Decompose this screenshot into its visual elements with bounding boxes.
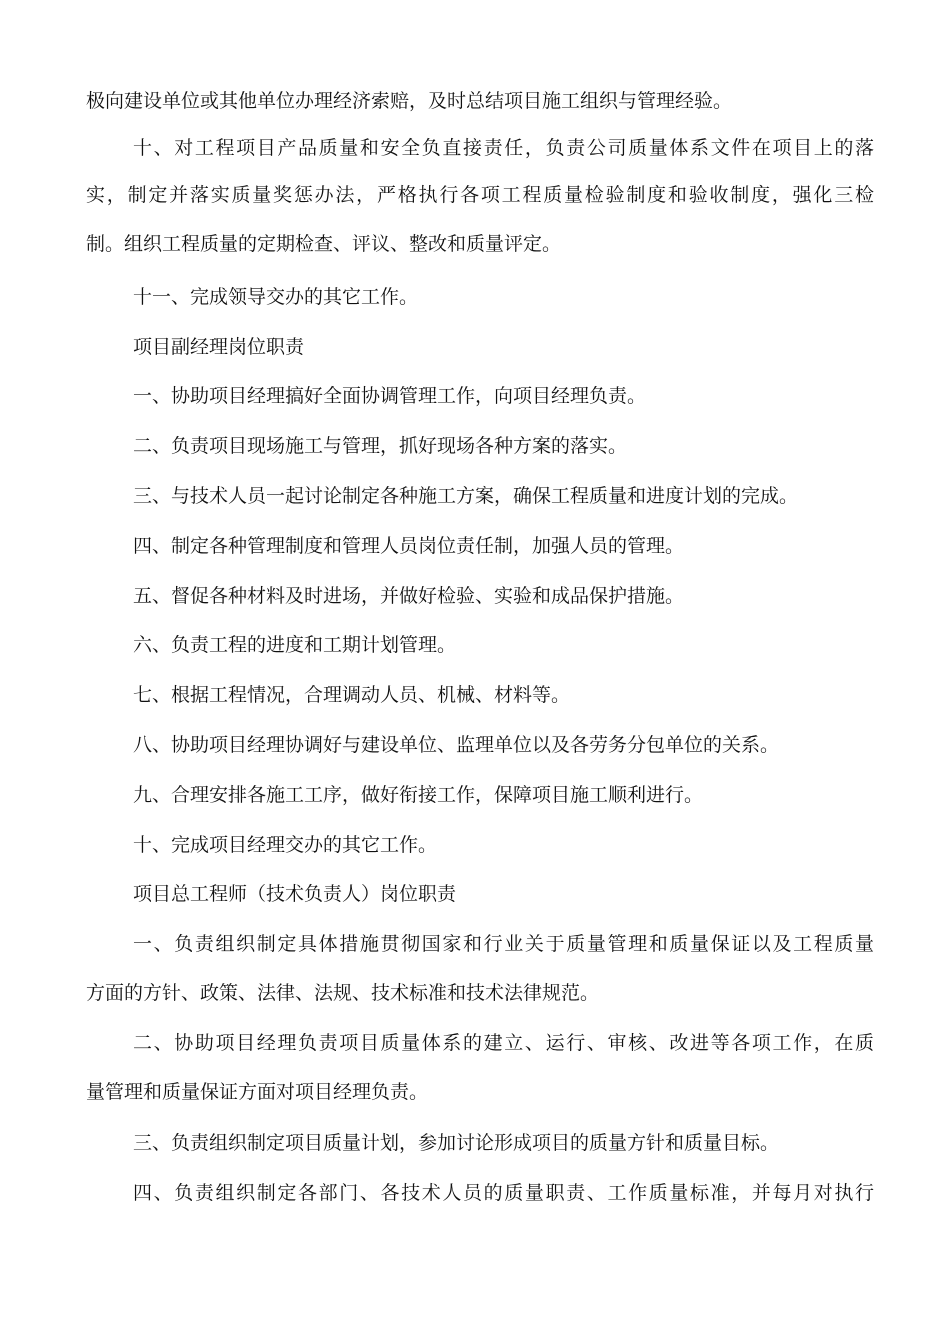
text-line-22: 三、负责组织制定项目质量计划，参加讨论形成项目的质量方针和质量目标。 bbox=[133, 1132, 780, 1154]
text-line-2: 十、对工程项目产品质量和安全负直接责任，负责公司质量体系文件在项目上的落 bbox=[133, 137, 874, 159]
text-line-10: 四、制定各种管理制度和管理人员岗位责任制，加强人员的管理。 bbox=[133, 535, 685, 557]
text-line-9: 三、与技术人员一起讨论制定各种施工方案，确保工程质量和进度计划的完成。 bbox=[133, 485, 799, 507]
text-line-19: 方面的方针、政策、法律、法规、技术标准和技术法律规范。 bbox=[86, 982, 600, 1004]
section-heading-deputy-manager: 项目副经理岗位职责 bbox=[133, 336, 305, 358]
text-line-8: 二、负责项目现场施工与管理，抓好现场各种方案的落实。 bbox=[133, 435, 628, 457]
text-line-21: 量管理和质量保证方面对项目经理负责。 bbox=[86, 1081, 429, 1103]
text-line-16: 十、完成项目经理交办的其它工作。 bbox=[133, 834, 438, 856]
text-line-12: 六、负责工程的进度和工期计划管理。 bbox=[133, 634, 457, 656]
text-line-3: 实，制定并落实质量奖惩办法，严格执行各项工程质量检验制度和验收制度，强化三检 bbox=[86, 184, 874, 206]
text-line-1: 极向建设单位或其他单位办理经济索赔，及时总结项目施工组织与管理经验。 bbox=[86, 90, 733, 112]
text-line-13: 七、根据工程情况，合理调动人员、机械、材料等。 bbox=[133, 684, 571, 706]
text-line-5: 十一、完成领导交办的其它工作。 bbox=[133, 286, 419, 308]
text-line-11: 五、督促各种材料及时进场，并做好检验、实验和成品保护措施。 bbox=[133, 585, 685, 607]
section-heading-chief-engineer: 项目总工程师（技术负责人）岗位职责 bbox=[133, 883, 457, 905]
text-line-20: 二、协助项目经理负责项目质量体系的建立、运行、审核、改进等各项工作，在质 bbox=[133, 1032, 874, 1054]
text-line-14: 八、协助项目经理协调好与建设单位、监理单位以及各劳务分包单位的关系。 bbox=[133, 734, 780, 756]
text-line-7: 一、协助项目经理搞好全面协调管理工作，向项目经理负责。 bbox=[133, 385, 647, 407]
text-line-23: 四、负责组织制定各部门、各技术人员的质量职责、工作质量标准，并每月对执行 bbox=[133, 1182, 874, 1204]
text-line-4: 制。组织工程质量的定期检查、评议、整改和质量评定。 bbox=[86, 233, 562, 255]
text-line-15: 九、合理安排各施工工序，做好衔接工作，保障项目施工顺利进行。 bbox=[133, 784, 704, 806]
text-line-18: 一、负责组织制定具体措施贯彻国家和行业关于质量管理和质量保证以及工程质量 bbox=[133, 933, 874, 955]
